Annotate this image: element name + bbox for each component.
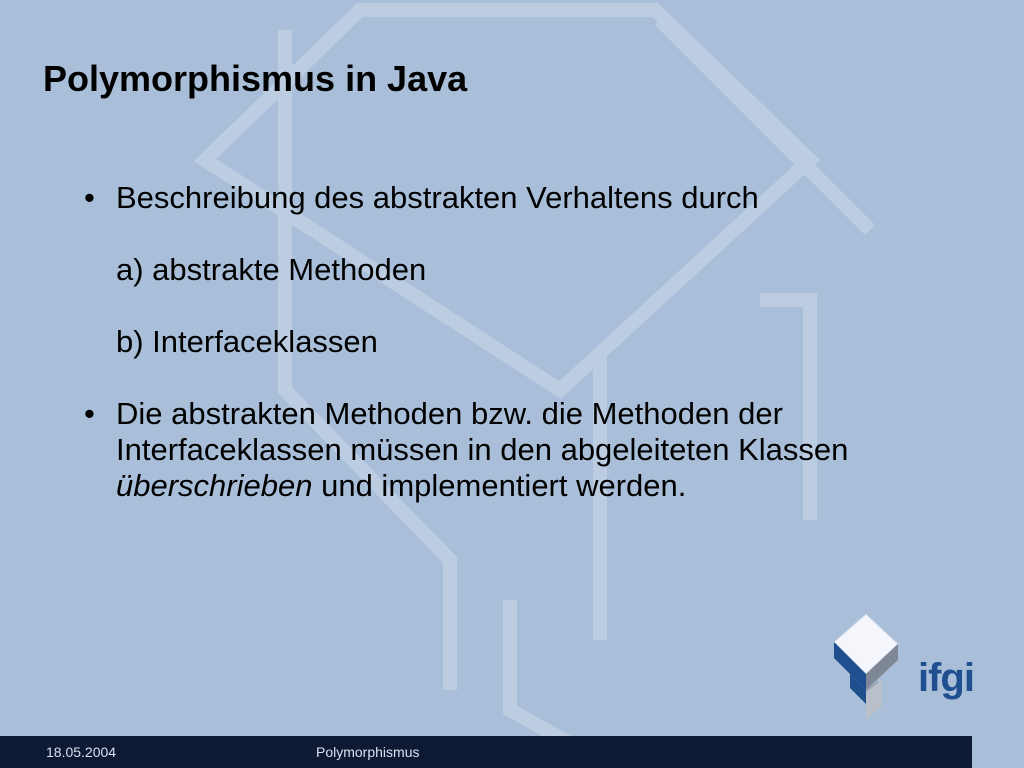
- bullet-marker: •: [84, 396, 95, 431]
- bullet-marker: •: [84, 180, 95, 215]
- bullet-text-part: und implementiert werden.: [321, 468, 687, 503]
- slide-title: Polymorphismus in Java: [43, 58, 468, 99]
- bullet-item: [84, 396, 944, 504]
- bullet-emphasis: überschrieben: [116, 468, 313, 503]
- footer-title: Polymorphismus: [316, 744, 420, 760]
- bullet-text: [116, 396, 944, 504]
- sub-item-abstract-methods: a) abstrakte Methoden: [116, 252, 427, 287]
- bullet-item: [84, 180, 944, 216]
- bullet-text-part: Die abstrakten Methoden bzw. die Methoden der Interfaceklassen müssen in den abgeleiteten Klassen: [116, 396, 849, 467]
- footer-bar: [0, 736, 972, 768]
- slide-content: [84, 180, 944, 504]
- bullet-text: Beschreibung des abstrakten Verhaltens durch: [116, 180, 759, 215]
- logo-text: ifgi: [918, 656, 974, 700]
- footer-date: 18.05.2004: [46, 744, 117, 760]
- sub-item-interface-classes: b) Interfaceklassen: [116, 324, 378, 359]
